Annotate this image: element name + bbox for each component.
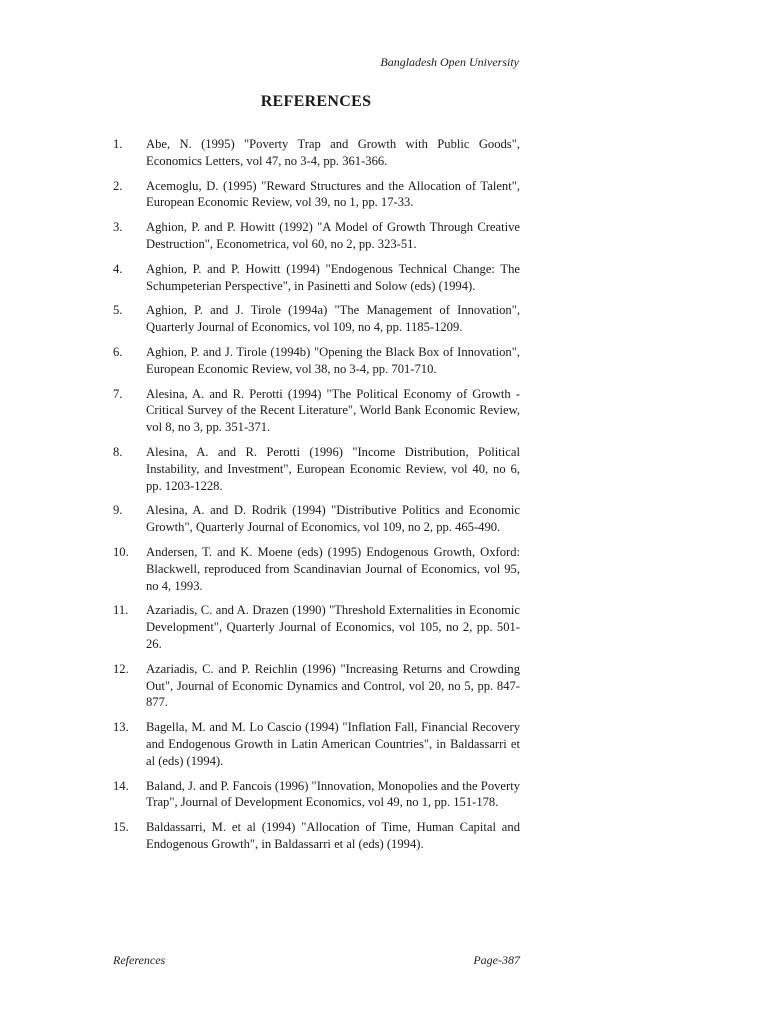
reference-item	[113, 302, 520, 336]
reference-text: Alesina, A. and R. Perotti (1994) "The Political Economy of Growth - Critical Survey of the Recent Literature", World Bank Economic Review, vol 8, no 3, pp. 351-371.	[146, 386, 520, 435]
reference-number: 13.	[113, 720, 129, 735]
reference-text: Baland, J. and P. Fancois (1996) "Innovation, Monopolies and the Poverty Trap", Journal of Development Economics, vol 49, no 1, pp. 151-178.	[146, 778, 520, 810]
running-header: Bangladesh Open University	[380, 55, 519, 69]
reference-number: 8.	[113, 444, 123, 459]
reference-text: Aghion, P. and J. Tirole (1994a) "The Management of Innovation", Quarterly Journal of Economics, vol 109, no 4, pp. 1185-1209.	[146, 303, 520, 335]
reference-item	[113, 219, 520, 253]
reference-number: 15.	[113, 820, 129, 835]
reference-item	[113, 261, 520, 295]
reference-text: Azariadis, C. and P. Reichlin (1996) "Increasing Returns and Crowding Out", Journal of Economic Dynamics and Control, vol 20, no 5, pp. 847-877.	[146, 661, 520, 710]
reference-number: 12.	[113, 661, 129, 676]
reference-number: 5.	[113, 303, 123, 318]
reference-item	[113, 819, 520, 853]
reference-list	[113, 136, 520, 861]
reference-text: Aghion, P. and J. Tirole (1994b) "Opening the Black Box of Innovation", European Economic Review, vol 38, no 3-4, pp. 701-710.	[146, 344, 520, 376]
reference-text: Andersen, T. and K. Moene (eds) (1995) Endogenous Growth, Oxford: Blackwell, reproduced from Scandinavian Journal of Economics, vol 95, no 4, 1993.	[146, 544, 520, 593]
reference-text: Alesina, A. and R. Perotti (1996) "Income Distribution, Political Instability, and Investment", European Economic Review, vol 40, no 6, pp. 1203-1228.	[146, 444, 520, 493]
reference-item	[113, 502, 520, 536]
footer-page-number: Page-387	[473, 953, 520, 967]
reference-number: 3.	[113, 220, 123, 235]
reference-text: Acemoglu, D. (1995) "Reward Structures and the Allocation of Talent", European Economic Review, vol 39, no 1, pp. 17-33.	[146, 178, 520, 210]
reference-number: 7.	[113, 386, 123, 401]
reference-number: 14.	[113, 778, 129, 793]
reference-item	[113, 719, 520, 769]
reference-number: 2.	[113, 178, 123, 193]
reference-text: Azariadis, C. and A. Drazen (1990) "Threshold Externalities in Economic Development", Quarterly Journal of Economics, vol 105, no 2, pp. 501-26.	[146, 603, 520, 651]
reference-text: Aghion, P. and P. Howitt (1992) "A Model of Growth Through Creative Destruction", Econometrica, vol 60, no 2, pp. 323-51.	[146, 220, 520, 251]
reference-item	[113, 136, 520, 170]
reference-item	[113, 544, 520, 594]
reference-text: Bagella, M. and M. Lo Cascio (1994) "Inflation Fall, Financial Recovery and Endogenous Growth in Latin American Countries", in Baldassarri et al (eds) (1994).	[146, 720, 520, 768]
reference-item	[113, 344, 520, 378]
footer-section-label: References	[113, 953, 166, 967]
reference-number: 9.	[113, 503, 123, 518]
reference-number: 10.	[113, 544, 129, 559]
reference-text: Baldassarri, M. et al (1994) "Allocation of Time, Human Capital and Endogenous Growth", in Baldassarri et al (eds) (1994).	[146, 820, 520, 851]
reference-item	[113, 386, 520, 436]
reference-number: 6.	[113, 344, 123, 359]
reference-number: 1.	[113, 137, 123, 151]
reference-number: 4.	[113, 261, 123, 276]
page-title: REFERENCES	[260, 93, 372, 110]
reference-text: Alesina, A. and D. Rodrik (1994) "Distributive Politics and Economic Growth", Quarterly Journal of Economics, vol 109, no 2, pp. 465-490.	[146, 503, 520, 535]
reference-item	[113, 602, 520, 652]
reference-item	[113, 178, 520, 212]
reference-number: 11.	[113, 603, 129, 618]
reference-text: Aghion, P. and P. Howitt (1994) "Endogenous Technical Change: The Schumpeterian Perspective", in Pasinetti and Solow (eds) (1994).	[146, 261, 520, 293]
reference-text: Abe, N. (1995) "Poverty Trap and Growth with Public Goods", Economics Letters, vol 47, no 3-4, pp. 361-366.	[146, 137, 520, 168]
reference-item	[113, 778, 520, 812]
reference-item	[113, 444, 520, 494]
reference-item	[113, 661, 520, 711]
